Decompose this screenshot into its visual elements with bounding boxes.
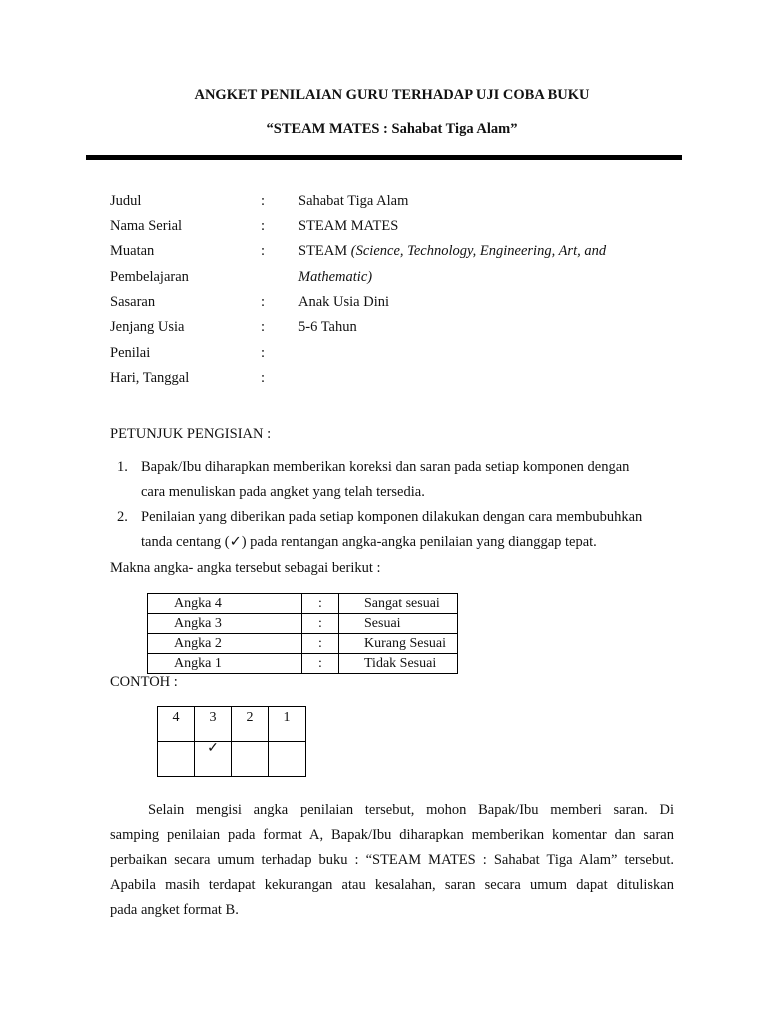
example-table xyxy=(157,706,306,777)
closing-paragraph xyxy=(110,798,674,923)
example-heading: CONTOH : xyxy=(110,674,178,690)
info-value-nama-serial: STEAM MATES xyxy=(298,218,399,234)
page-title: ANGKET PENILAIAN GURU TERHADAP UJI COBA BUKU xyxy=(194,87,590,103)
info-value-jenjang-usia: 5-6 Tahun xyxy=(298,319,357,335)
example-column-header: 2 xyxy=(232,707,269,742)
info-label-penilai: Penilai xyxy=(110,345,151,361)
info-label-hari-tanggal: Hari, Tanggal xyxy=(110,370,190,386)
score-meaning: Kurang Sesuai xyxy=(339,634,458,654)
info-value-judul: Sahabat Tiga Alam xyxy=(298,193,409,209)
score-colon: : xyxy=(302,634,339,654)
paragraph-line: samping penilaian pada format A, Bapak/Ibu diharapkan memberikan komentar dan saran xyxy=(110,827,674,843)
info-label-judul: Judul xyxy=(110,193,142,209)
instruction-text: Bapak/Ibu diharapkan memberikan koreksi dan saran pada setiap komponen dengan xyxy=(141,459,630,475)
score-label: Angka 4 xyxy=(148,594,302,614)
score-colon: : xyxy=(302,654,339,674)
instructions-heading: PETUNJUK PENGISIAN : xyxy=(110,426,272,442)
table-row xyxy=(148,634,458,654)
info-value-muatan xyxy=(298,243,606,260)
table-row xyxy=(158,707,306,742)
score-label: Angka 2 xyxy=(148,634,302,654)
paragraph-line: Apabila masih terdapat kekurangan atau kesalahan, saran secara umum dapat dituliskan xyxy=(110,877,674,893)
info-value-pembelajaran: Mathematic) xyxy=(298,269,373,285)
example-cell xyxy=(232,742,269,777)
instruction-number: 1. xyxy=(117,459,128,475)
table-row xyxy=(158,742,306,777)
page-subtitle: “STEAM MATES : Sahabat Tiga Alam” xyxy=(266,121,518,137)
score-meaning: Sesuai xyxy=(339,614,458,634)
info-colon: : xyxy=(261,193,266,209)
score-meaning: Sangat sesuai xyxy=(339,594,458,614)
table-row xyxy=(148,614,458,634)
example-cell xyxy=(158,742,195,777)
info-colon: : xyxy=(261,319,266,335)
info-label-muatan: Muatan xyxy=(110,243,155,259)
instruction-number: 2. xyxy=(117,509,128,525)
info-value-muatan-main: STEAM xyxy=(298,243,348,259)
header-divider xyxy=(86,155,682,160)
score-meaning: Tidak Sesuai xyxy=(339,654,458,674)
paragraph-line: pada angket format B. xyxy=(110,902,239,918)
meaning-intro: Makna angka- angka tersebut sebagai berikut : xyxy=(110,560,381,576)
info-value-sasaran: Anak Usia Dini xyxy=(298,294,390,310)
example-cell xyxy=(269,742,306,777)
info-colon: : xyxy=(261,243,266,259)
info-value-muatan-detail: (Science, Technology, Engineering, Art, and xyxy=(350,243,607,259)
example-column-header: 3 xyxy=(195,707,232,742)
table-row xyxy=(148,654,458,674)
info-label-jenjang-usia: Jenjang Usia xyxy=(110,319,185,335)
info-label-pembelajaran: Pembelajaran xyxy=(110,269,189,285)
info-colon: : xyxy=(261,218,266,234)
info-label-sasaran: Sasaran xyxy=(110,294,156,310)
info-label-nama-serial: Nama Serial xyxy=(110,218,183,234)
instruction-text: cara menuliskan pada angket yang telah tersedia. xyxy=(141,484,425,500)
score-key-table xyxy=(147,593,458,674)
info-colon: : xyxy=(261,294,266,310)
paragraph-line: perbaikan secara umum terhadap buku : “STEAM MATES : Sahabat Tiga Alam” tersebut. xyxy=(110,852,674,868)
score-colon: : xyxy=(302,614,339,634)
score-label: Angka 3 xyxy=(148,614,302,634)
table-row xyxy=(148,594,458,614)
checkmark-icon: ✓ xyxy=(195,742,232,777)
instruction-text: tanda centang (✓) pada rentangan angka-angka penilaian yang dianggap tepat. xyxy=(141,534,597,550)
info-colon: : xyxy=(261,370,266,386)
example-column-header: 4 xyxy=(158,707,195,742)
info-colon: : xyxy=(261,345,266,361)
example-column-header: 1 xyxy=(269,707,306,742)
score-colon: : xyxy=(302,594,339,614)
paragraph-line: Selain mengisi angka penilaian tersebut, mohon Bapak/Ibu memberi saran. Di xyxy=(148,802,674,818)
score-label: Angka 1 xyxy=(148,654,302,674)
instruction-text: Penilaian yang diberikan pada setiap komponen dilakukan dengan cara membubuhkan xyxy=(141,509,643,525)
